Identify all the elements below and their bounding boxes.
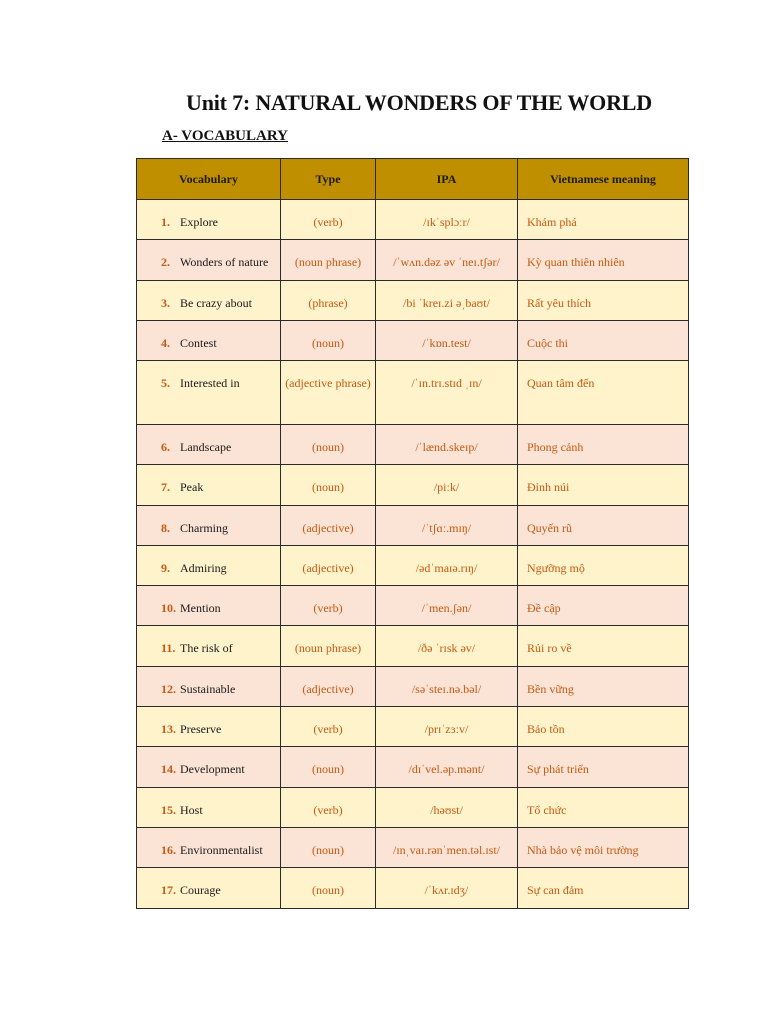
type-cell xyxy=(281,320,376,360)
ipa-cell-text: /dɪˈvel.əp.mənt/ xyxy=(408,762,485,777)
table-row xyxy=(137,707,689,747)
meaning-cell-text: Đỉnh núi xyxy=(527,480,570,495)
table-row xyxy=(137,505,689,545)
meaning-cell-text: Bảo tồn xyxy=(527,722,565,737)
vocabulary-cell xyxy=(137,545,281,585)
vocabulary-cell xyxy=(137,280,281,320)
ipa-cell xyxy=(376,320,518,360)
meaning-cell xyxy=(518,586,689,626)
ipa-cell-text: /ðə ˈrɪsk əv/ xyxy=(417,641,476,656)
table-row xyxy=(137,320,689,360)
item-number: 10. xyxy=(161,601,176,616)
vocabulary-word: Preserve xyxy=(180,722,222,737)
type-cell-text: (verb) xyxy=(313,802,343,817)
table-row xyxy=(137,787,689,827)
vocabulary-cell xyxy=(137,240,281,280)
meaning-cell xyxy=(518,707,689,747)
ipa-cell xyxy=(376,666,518,706)
item-number: 7. xyxy=(161,480,170,495)
vocabulary-cell xyxy=(137,505,281,545)
vocabulary-cell xyxy=(137,320,281,360)
meaning-cell xyxy=(518,424,689,464)
meaning-cell-text: Phong cảnh xyxy=(527,439,584,454)
vocabulary-cell xyxy=(137,868,281,908)
vocabulary-word: The risk of xyxy=(180,641,233,656)
type-cell-text: (noun phrase) xyxy=(294,255,362,270)
type-cell xyxy=(281,280,376,320)
type-cell xyxy=(281,465,376,505)
table-row xyxy=(137,200,689,240)
item-number: 3. xyxy=(161,295,170,310)
ipa-cell-text: /piːk/ xyxy=(433,480,460,495)
type-cell xyxy=(281,424,376,464)
meaning-cell-text: Sự can đảm xyxy=(527,883,584,898)
type-cell-text: (adjective phrase) xyxy=(285,376,371,391)
type-cell xyxy=(281,707,376,747)
meaning-cell xyxy=(518,626,689,666)
vocabulary-cell xyxy=(137,361,281,425)
column-header-ipa: IPA xyxy=(376,159,518,200)
vocabulary-word: Charming xyxy=(180,520,228,535)
ipa-cell xyxy=(376,545,518,585)
type-cell xyxy=(281,666,376,706)
vocabulary-table xyxy=(136,158,689,909)
type-cell xyxy=(281,868,376,908)
meaning-cell-text: Nhà bảo vệ môi trường xyxy=(527,842,639,857)
ipa-cell xyxy=(376,424,518,464)
ipa-cell xyxy=(376,868,518,908)
ipa-cell xyxy=(376,505,518,545)
vocabulary-word: Be crazy about xyxy=(180,295,252,310)
column-header-vocabulary: Vocabulary xyxy=(137,159,281,200)
meaning-cell-text: Kỳ quan thiên nhiên xyxy=(527,255,625,270)
type-cell-text: (verb) xyxy=(313,601,343,616)
table-row xyxy=(137,465,689,505)
ipa-cell xyxy=(376,787,518,827)
section-heading: A- VOCABULARY xyxy=(162,128,288,144)
meaning-cell xyxy=(518,787,689,827)
ipa-cell-text: /ˈkʌr.ɪdʒ/ xyxy=(424,883,469,898)
ipa-cell-text: /ˈmen.ʃən/ xyxy=(421,601,472,616)
item-number: 1. xyxy=(161,215,170,229)
meaning-cell xyxy=(518,747,689,787)
table-header-row xyxy=(137,159,689,200)
item-number: 15. xyxy=(161,802,176,817)
meaning-cell-text: Khám phá xyxy=(527,215,577,229)
vocabulary-cell xyxy=(137,707,281,747)
vocabulary-cell xyxy=(137,465,281,505)
column-header-type: Type xyxy=(281,159,376,200)
ipa-cell xyxy=(376,747,518,787)
table-row xyxy=(137,868,689,908)
meaning-cell xyxy=(518,666,689,706)
meaning-cell xyxy=(518,827,689,867)
type-cell xyxy=(281,787,376,827)
type-cell-text: (noun phrase) xyxy=(294,641,362,656)
type-cell-text: (adjective) xyxy=(302,681,354,696)
item-number: 13. xyxy=(161,722,176,737)
page-title: Unit 7: NATURAL WONDERS OF THE WORLD xyxy=(186,90,652,115)
vocabulary-cell xyxy=(137,666,281,706)
meaning-cell xyxy=(518,240,689,280)
type-cell xyxy=(281,626,376,666)
type-cell-text: (verb) xyxy=(313,722,343,737)
column-header-meaning: Vietnamese meaning xyxy=(518,159,689,200)
meaning-cell xyxy=(518,200,689,240)
vocabulary-word: Mention xyxy=(180,601,221,616)
meaning-cell xyxy=(518,361,689,425)
table-row xyxy=(137,586,689,626)
type-cell-text: (verb) xyxy=(313,215,343,229)
type-cell-text: (noun) xyxy=(312,480,344,495)
table-row xyxy=(137,545,689,585)
ipa-cell-text: /səˈsteɪ.nə.bəl/ xyxy=(411,681,482,696)
vocabulary-word: Wonders of nature xyxy=(180,255,269,270)
type-cell-text: (noun) xyxy=(312,439,344,454)
ipa-cell-text: /ədˈmaɪə.rɪŋ/ xyxy=(415,560,478,575)
meaning-cell xyxy=(518,320,689,360)
ipa-cell-text: /prɪˈzɜːv/ xyxy=(424,722,469,737)
ipa-cell xyxy=(376,200,518,240)
meaning-cell-text: Rủi ro về xyxy=(527,641,572,656)
meaning-cell-text: Ngưỡng mộ xyxy=(527,560,585,575)
type-cell-text: (noun) xyxy=(312,762,344,777)
vocabulary-word: Contest xyxy=(180,335,217,350)
item-number: 4. xyxy=(161,335,170,350)
type-cell xyxy=(281,545,376,585)
meaning-cell-text: Sự phát triển xyxy=(527,762,589,777)
vocabulary-word: Sustainable xyxy=(180,681,236,696)
vocabulary-word: Interested in xyxy=(180,376,240,391)
item-number: 17. xyxy=(161,883,176,898)
ipa-cell xyxy=(376,465,518,505)
type-cell-text: (noun) xyxy=(312,883,344,898)
vocabulary-word: Explore xyxy=(180,215,218,229)
vocabulary-word: Courage xyxy=(180,883,221,898)
table-row xyxy=(137,240,689,280)
ipa-cell-text: /həʊst/ xyxy=(430,802,463,817)
type-cell xyxy=(281,586,376,626)
vocabulary-cell xyxy=(137,200,281,240)
item-number: 5. xyxy=(161,376,170,391)
type-cell-text: (phrase) xyxy=(308,295,348,310)
table-row xyxy=(137,827,689,867)
ipa-cell-text: /ˈwʌn.dəz əv ˈneɪ.tʃər/ xyxy=(393,255,500,270)
ipa-cell xyxy=(376,240,518,280)
item-number: 6. xyxy=(161,439,170,454)
ipa-cell xyxy=(376,586,518,626)
type-cell-text: (adjective) xyxy=(302,520,354,535)
meaning-cell-text: Quyến rũ xyxy=(527,520,572,535)
meaning-cell-text: Đề cập xyxy=(527,601,561,616)
item-number: 16. xyxy=(161,842,176,857)
meaning-cell-text: Cuộc thi xyxy=(527,335,568,350)
vocabulary-word: Development xyxy=(180,762,245,777)
ipa-cell-text: /ˈlænd.skeɪp/ xyxy=(415,439,478,454)
meaning-cell xyxy=(518,545,689,585)
meaning-cell xyxy=(518,280,689,320)
ipa-cell xyxy=(376,361,518,425)
ipa-cell-text: /ˈkɒn.test/ xyxy=(422,335,471,350)
ipa-cell-text: /ɪkˈsplɔːr/ xyxy=(423,215,470,229)
type-cell xyxy=(281,240,376,280)
meaning-cell xyxy=(518,465,689,505)
table-row xyxy=(137,361,689,425)
item-number: 12. xyxy=(161,681,176,696)
ipa-cell-text: /ɪnˌvaɪ.rənˈmen.təl.ɪst/ xyxy=(393,842,500,857)
table-row xyxy=(137,666,689,706)
type-cell xyxy=(281,361,376,425)
vocabulary-cell xyxy=(137,787,281,827)
item-number: 9. xyxy=(161,560,170,575)
vocabulary-word: Peak xyxy=(180,480,204,495)
meaning-cell-text: Tổ chức xyxy=(527,802,567,817)
vocabulary-word: Host xyxy=(180,802,203,817)
vocabulary-cell xyxy=(137,626,281,666)
meaning-cell xyxy=(518,868,689,908)
ipa-cell-text: /ˈɪn.trɪ.stɪd ˌɪn/ xyxy=(411,376,482,391)
table-row xyxy=(137,280,689,320)
meaning-cell-text: Bền vững xyxy=(527,681,574,696)
ipa-cell-text: /bi ˈkreɪ.zi əˌbaʊt/ xyxy=(403,295,490,310)
ipa-cell xyxy=(376,827,518,867)
type-cell-text: (noun) xyxy=(312,842,344,857)
ipa-cell xyxy=(376,280,518,320)
type-cell xyxy=(281,505,376,545)
ipa-cell-text: /ˈtʃɑː.mɪŋ/ xyxy=(421,520,472,535)
vocabulary-word: Admiring xyxy=(180,560,227,575)
type-cell xyxy=(281,200,376,240)
type-cell xyxy=(281,747,376,787)
table-row xyxy=(137,626,689,666)
item-number: 2. xyxy=(161,255,170,270)
vocabulary-cell xyxy=(137,747,281,787)
type-cell-text: (noun) xyxy=(312,335,344,350)
meaning-cell-text: Quan tâm đến xyxy=(527,376,595,391)
meaning-cell xyxy=(518,505,689,545)
table-row xyxy=(137,424,689,464)
item-number: 8. xyxy=(161,520,170,535)
vocabulary-cell xyxy=(137,586,281,626)
meaning-cell-text: Rất yêu thích xyxy=(527,295,591,310)
vocabulary-word: Landscape xyxy=(180,439,232,454)
item-number: 11. xyxy=(161,641,176,656)
item-number: 14. xyxy=(161,762,176,777)
table-row xyxy=(137,747,689,787)
vocabulary-cell xyxy=(137,424,281,464)
ipa-cell xyxy=(376,626,518,666)
vocabulary-word: Environmentalist xyxy=(180,842,263,857)
vocabulary-cell xyxy=(137,827,281,867)
type-cell-text: (adjective) xyxy=(302,560,354,575)
ipa-cell xyxy=(376,707,518,747)
type-cell xyxy=(281,827,376,867)
